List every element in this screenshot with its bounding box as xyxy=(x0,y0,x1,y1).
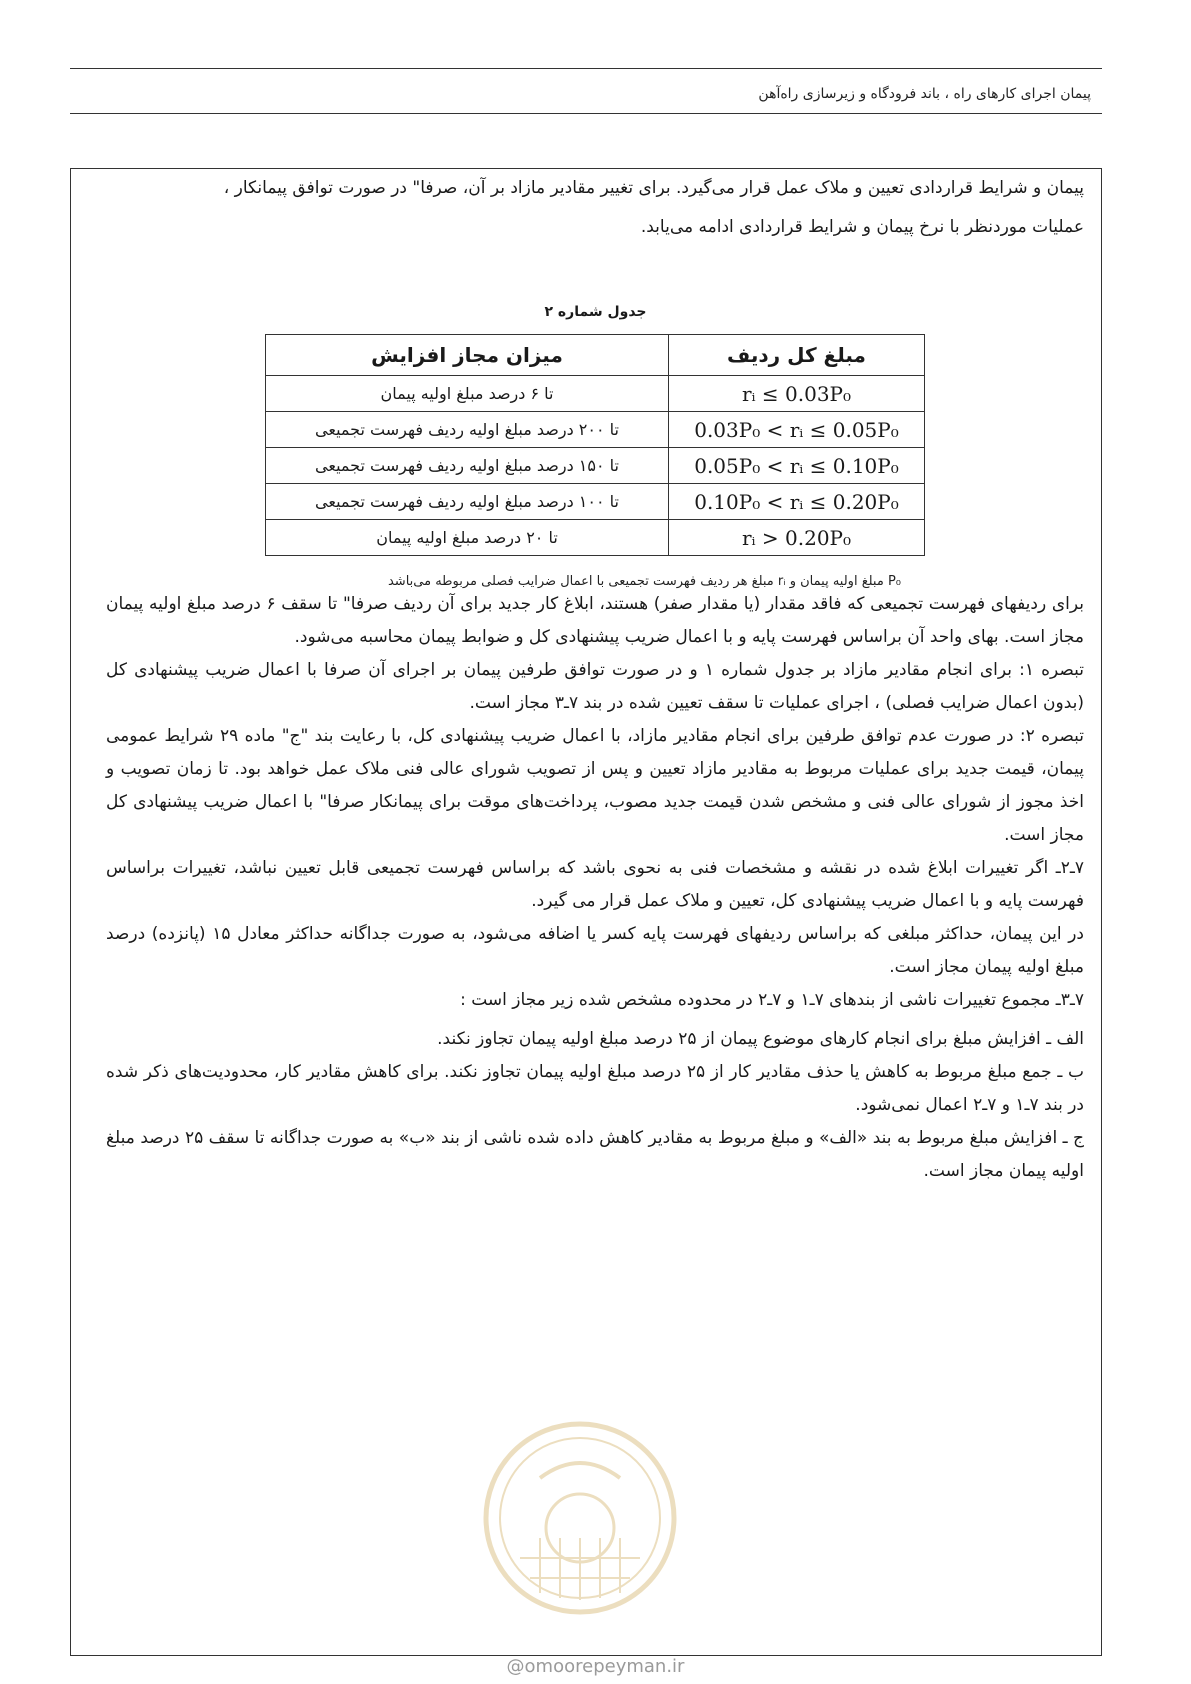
rate-table xyxy=(265,334,925,556)
intro-text xyxy=(106,172,1084,244)
paragraph-item-jim: ج ـ افزایش مبلغ مربوط به بند «الف» و مبلغ مربوط به مقادیر کاهش داده شده ناشی از بند «ب» به صورت جداگانه تا سقف ۲۵ درصد مبلغ اولیه پیمان مجاز است. xyxy=(106,1128,1085,1181)
site-watermark: @omoorepeyman.ir xyxy=(506,1656,685,1677)
header-top-rule xyxy=(70,68,1102,69)
allowed-cell: تا ۱۰۰ درصد مبلغ اولیه ردیف فهرست تجمیعی xyxy=(266,484,669,520)
paragraph-item-be: ب ـ جمع مبلغ مربوط به کاهش یا حذف مقادیر کار از ۲۵ درصد مبلغ اولیه پیمان تجاوز نکند. برای کاهش مقادیر کار، محدودیت‌های ذکر شده در بند ۷ـ۱ و ۷ـ۲ اعمال نمی‌شود. xyxy=(106,1062,1084,1115)
range-cell: rᵢ > 0.20P₀ xyxy=(669,520,925,556)
table-row xyxy=(266,448,925,484)
header-allowed-increase: میزان مجاز افزایش xyxy=(266,335,669,376)
paragraph-note-1: تبصره ۱: برای انجام مقادیر مازاد بر جدول شماره ۱ و در صورت توافق طرفین پیمان بر اجرای آن صرفا با اعمال ضریب پیشنهادی کل (بدون اعمال ضرایب فصلی) ، اجرای عملیات تا سقف تعیین شده در بند ۷ـ۳ مجاز است. xyxy=(106,660,1085,713)
table-row xyxy=(266,412,925,448)
table-caption: جدول شماره ۲ xyxy=(544,304,647,320)
paragraph-clause-7-2: ۷ـ۲ـ اگر تغییرات ابلاغ شده در نقشه و مشخصات فنی به نحوی باشد که براساس فهرست تجمیعی قابل تعیین نباشد، تغییرات براساس فهرست پایه و با اعمال ضریب پیشنهادی کل، تعیین و ملاک عمل قرار می گیرد. xyxy=(106,858,1084,911)
table-header-row xyxy=(266,335,925,376)
header-row-amount: مبلغ کل ردیف xyxy=(669,335,925,376)
paragraph-item-alef: الف ـ افزایش مبلغ برای انجام کارهای موضوع پیمان از ۲۵ درصد مبلغ اولیه پیمان تجاوز نکند. xyxy=(437,1029,1084,1049)
allowed-cell: تا ۶ درصد مبلغ اولیه پیمان xyxy=(266,376,669,412)
paragraph-base-list-limit: در این پیمان، حداکثر مبلغی که براساس ردیفهای فهرست پایه کسر یا اضافه می‌شود، به صورت جداگانه حداکثر معادل ۱۵ (پانزده) درصد مبلغ اولیه پیمان مجاز است. xyxy=(106,924,1084,977)
allowed-cell: تا ۲۰ درصد مبلغ اولیه پیمان xyxy=(266,520,669,556)
paragraph-clause-7-3: ۷ـ۳ـ مجموع تغییرات ناشی از بندهای ۷ـ۱ و ۷ـ۲ در محدوده مشخص شده زیر مجاز است : xyxy=(460,990,1084,1010)
header-bottom-rule xyxy=(70,113,1102,114)
intro-line-2: عملیات موردنظر با نرخ پیمان و شرایط قراردادی ادامه می‌یابد. xyxy=(640,217,1084,237)
table-footnote: P₀ مبلغ اولیه پیمان و rᵢ مبلغ هر ردیف فهرست تجمیعی با اعمال ضرایب فصلی مربوطه می‌باشد xyxy=(387,574,901,589)
table-row xyxy=(266,376,925,412)
table-row xyxy=(266,520,925,556)
range-cell: 0.05P₀ < rᵢ ≤ 0.10P₀ xyxy=(669,448,925,484)
body-text xyxy=(106,588,1084,1188)
publisher-seal-icon xyxy=(480,1418,680,1618)
range-cell: 0.10P₀ < rᵢ ≤ 0.20P₀ xyxy=(669,484,925,520)
allowed-cell: تا ۲۰۰ درصد مبلغ اولیه ردیف فهرست تجمیعی xyxy=(266,412,669,448)
range-cell: 0.03P₀ < rᵢ ≤ 0.05P₀ xyxy=(669,412,925,448)
intro-line-1: پیمان و شرایط قراردادی تعیین و ملاک عمل قرار می‌گیرد. برای تغییر مقادیر مازاد بر آن، صرفا" در صورت توافق پیمانکار ، xyxy=(223,178,1084,198)
range-cell: rᵢ ≤ 0.03P₀ xyxy=(669,376,925,412)
table-row xyxy=(266,484,925,520)
paragraph-note-2: تبصره ۲: در صورت عدم توافق طرفین برای انجام مقادیر مازاد، با اعمال ضریب پیشنهادی کل، با رعایت بند "ج" ماده ۲۹ شرایط عمومی پیمان، قیمت جدید برای عملیات مربوط به مقادیر مازاد تعیین و پس از تصویب شورای عالی فنی ملاک عمل خواهد بود. تا زمان تصویب و اخذ مجوز از شورای عالی فنی و مشخص شدن قیمت جدید مصوب، پرداخت‌های موقت برای پیمانکار صرفا" با اعمال ضریب پیشنهادی کل مجاز است. xyxy=(106,726,1084,845)
allowed-cell: تا ۱۵۰ درصد مبلغ اولیه ردیف فهرست تجمیعی xyxy=(266,448,669,484)
running-header-title: پیمان اجرای کارهای راه ، باند فرودگاه و زیرسازی راه‌آهن xyxy=(758,86,1091,102)
paragraph-new-items: برای ردیفهای فهرست تجمیعی که فاقد مقدار (یا مقدار صفر) هستند، ابلاغ کار جدید برای آن ردیف صرفا" تا سقف ۶ درصد مبلغ اولیه پیمان مجاز است. بهای واحد آن براساس فهرست پایه و با اعمال ضریب پیشنهادی کل و ضوابط پیمان محاسبه می‌شود. xyxy=(106,594,1084,647)
